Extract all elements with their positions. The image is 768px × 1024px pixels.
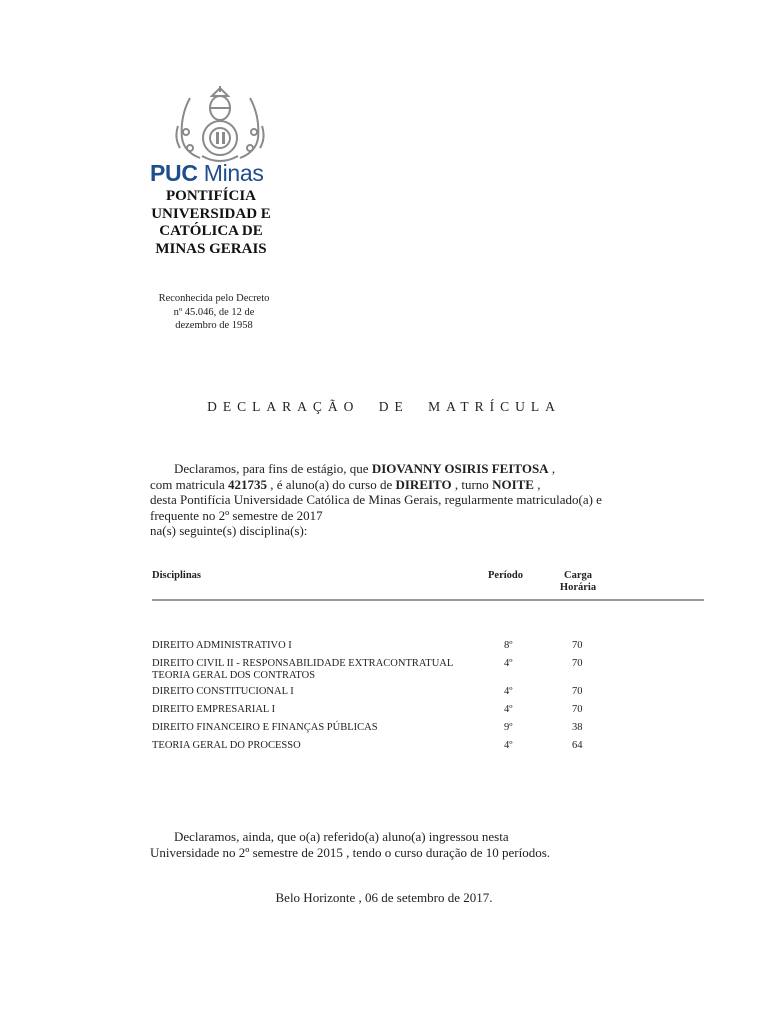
university-crest-logo bbox=[172, 86, 268, 164]
discipline-period: 8º bbox=[504, 640, 513, 651]
discipline-name: DIREITO CIVIL II - RESPONSABILIDADE EXTRACONTRATUAL TEORIA GERAL DOS CONTRATOS bbox=[152, 658, 453, 681]
student-name: DIOVANNY OSIRIS FEITOSA bbox=[371, 461, 549, 476]
discipline-hours: 70 bbox=[572, 658, 583, 669]
brand-suffix: Minas bbox=[203, 160, 264, 186]
registration-number: 421735 bbox=[227, 476, 267, 492]
discipline-name: DIREITO ADMINISTRATIVO I bbox=[152, 640, 292, 651]
header-disciplines: Disciplinas bbox=[152, 570, 202, 581]
discipline-hours: 64 bbox=[572, 740, 583, 751]
discipline-period: 9º bbox=[504, 722, 513, 733]
discipline-name: DIREITO FINANCEIRO E FINANÇAS PÚBLICAS bbox=[152, 722, 378, 733]
discipline-name: DIREITO EMPRESARIAL I bbox=[152, 704, 276, 715]
p1-text-g: desta Pontifícia Universidade Católica de Minas Gerais, regularmente matriculado(a) e frequente no 2º semestre de 2017 bbox=[150, 492, 602, 523]
table-row bbox=[152, 658, 704, 686]
header-hours-line1: Carga bbox=[564, 570, 592, 581]
p1-text-c: com matricula bbox=[150, 476, 228, 492]
table-row bbox=[152, 686, 704, 704]
discipline-name: DIREITO CONSTITUCIONAL I bbox=[152, 686, 294, 697]
closing-text-a: Declaramos, ainda, que o(a) referido(a) aluno(a) ingressou nesta bbox=[174, 829, 509, 844]
discipline-period: 4º bbox=[504, 704, 513, 715]
recognition-note: Reconhecida pelo Decreto nº 45.046, de 12 de dezembro de 1958 bbox=[158, 293, 270, 331]
declaration-paragraph bbox=[150, 461, 620, 539]
p1-text-b: , bbox=[548, 461, 556, 476]
brand-wordmark bbox=[150, 160, 264, 187]
closing-text-b: Universidade no 2º semestre de 2015 , tendo o curso duração de 10 períodos. bbox=[150, 844, 551, 860]
institution-name: PONTIFÍCIA UNIVERSIDAD E CATÓLICA DE MINAS GERAIS bbox=[151, 188, 271, 257]
discipline-period: 4º bbox=[504, 658, 513, 669]
table-row bbox=[152, 722, 704, 740]
discipline-period: 4º bbox=[504, 686, 513, 697]
course-name: DIREITO bbox=[395, 476, 452, 492]
p1-text-e: , turno bbox=[451, 476, 493, 492]
brand-prefix: PUC bbox=[150, 160, 198, 186]
disciplines-table bbox=[152, 640, 704, 758]
discipline-hours: 70 bbox=[572, 686, 583, 697]
p1-text-a: Declaramos, para fins de estágio, que bbox=[174, 461, 372, 476]
table-row bbox=[152, 640, 704, 658]
shift-name: NOITE bbox=[492, 476, 534, 492]
discipline-hours: 70 bbox=[572, 704, 583, 715]
discipline-hours: 38 bbox=[572, 722, 583, 733]
p1-text-h: na(s) seguinte(s) disciplina(s): bbox=[150, 523, 308, 538]
table-header bbox=[152, 568, 704, 600]
table-row bbox=[152, 704, 704, 722]
place-and-date: Belo Horizonte , 06 de setembro de 2017. bbox=[275, 890, 493, 905]
p1-text-d: , é aluno(a) do curso de bbox=[266, 476, 396, 492]
table-row bbox=[152, 740, 704, 758]
table-header-rule bbox=[152, 599, 704, 601]
closing-paragraph bbox=[150, 829, 620, 860]
p1-text-f: , bbox=[533, 476, 541, 492]
document-title: DECLARAÇÃO DE MATRÍCULA bbox=[207, 399, 561, 414]
header-hours-line2: Horária bbox=[559, 582, 597, 593]
header-period: Período bbox=[488, 570, 523, 581]
header-hours bbox=[548, 570, 608, 594]
discipline-name: TEORIA GERAL DO PROCESSO bbox=[152, 740, 301, 751]
discipline-period: 4º bbox=[504, 740, 513, 751]
discipline-hours: 70 bbox=[572, 640, 583, 651]
